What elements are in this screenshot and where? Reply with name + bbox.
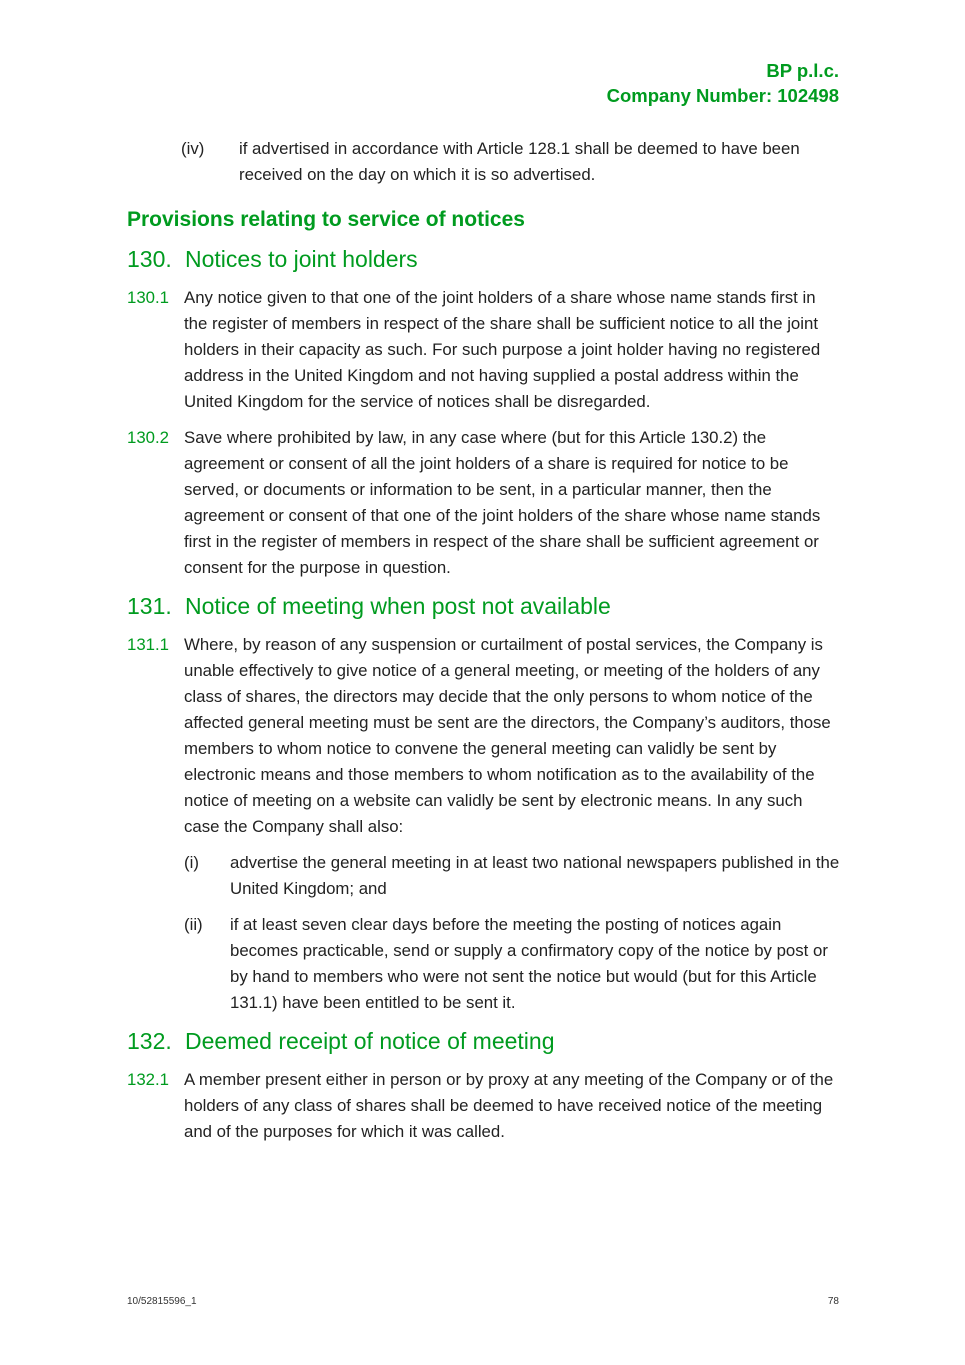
section-heading: Provisions relating to service of notices [127, 208, 525, 231]
page-number: 78 [827, 1296, 839, 1307]
clause-130-1 [127, 285, 841, 415]
clause-number: 130.2 [127, 428, 169, 447]
clause-number: 132.1 [127, 1070, 169, 1089]
clause-text: Save where prohibited by law, in any case where (but for this Article 130.2) the agreement or consent of all the joint holders of a share is required for notice to be served, or documents or information to be sent, in a particular manner, then the agreement or consent of that one of the joint holders of the share whose name stands first in the register of members in respect of the share shall be sufficient agreement or consent for the purpose in question. [184, 428, 821, 577]
company-name: BP p.l.c. [766, 60, 839, 81]
article-heading-132 [127, 1026, 841, 1056]
company-header [607, 58, 839, 108]
clause-number: 131.1 [127, 635, 169, 654]
clause-text: A member present either in person or by proxy at any meeting of the Company or of the holders of any class of shares shall be deemed to have received notice of the meeting and of the purposes for which it was called. [184, 1070, 834, 1141]
subclause-131-1-i [184, 850, 841, 902]
article-heading-131 [127, 591, 841, 621]
list-item-text: if advertised in accordance with Article 128.1 shall be deemed to have been received on the day on which it is so advertised. [239, 139, 800, 184]
company-number: Company Number: 102498 [606, 85, 839, 106]
subclause-text: advertise the general meeting in at least two national newspapers published in the United Kingdom; and [230, 853, 840, 898]
article-number: 132. [127, 1028, 172, 1054]
subclause-131-1-ii [184, 912, 841, 1016]
list-item-iv [181, 136, 841, 188]
list-item-number: (iv) [181, 139, 205, 158]
document-reference: 10/52815596_1 [127, 1296, 197, 1307]
article-title: Notices to joint holders [185, 246, 418, 272]
document-body [127, 136, 841, 1155]
clause-132-1 [127, 1067, 841, 1145]
article-title: Deemed receipt of notice of meeting [185, 1028, 555, 1054]
article-title: Notice of meeting when post not available [185, 593, 611, 619]
subclause-number: (ii) [184, 915, 203, 934]
clause-text: Where, by reason of any suspension or curtailment of postal services, the Company is unable effectively to give notice of a general meeting, or meeting of the holders of any class of shares, the directors may decide that the only persons to whom notice of the affected general meeting must be sent are the directors, the Company’s auditors, those members to whom notice to convene the general meeting can validly be sent by electronic means and those members to whom notification as to the availability of the notice of meeting on a website can validly be sent by electronic means. In any such case the Company shall also: [184, 635, 831, 836]
subclause-number: (i) [184, 853, 199, 872]
clause-131-1 [127, 632, 841, 840]
article-heading-130 [127, 244, 841, 274]
subclause-text: if at least seven clear days before the meeting the posting of notices again becomes practicable, send or supply a confirmatory copy of the notice by post or by hand to members who were not sent the notice but would (but for this Article 131.1) have been entitled to be sent it. [230, 915, 828, 1012]
clause-text: Any notice given to that one of the joint holders of a share whose name stands first in the register of members in respect of the share shall be sufficient notice to all the joint holders in their capacity as such. For such purpose a joint holder having no registered address in the United Kingdom and not having supplied a postal address within the United Kingdom for the service of notices shall be disregarded. [184, 288, 821, 411]
clause-number: 130.1 [127, 288, 169, 307]
clause-130-2 [127, 425, 841, 581]
article-number: 131. [127, 593, 172, 619]
article-number: 130. [127, 246, 172, 272]
